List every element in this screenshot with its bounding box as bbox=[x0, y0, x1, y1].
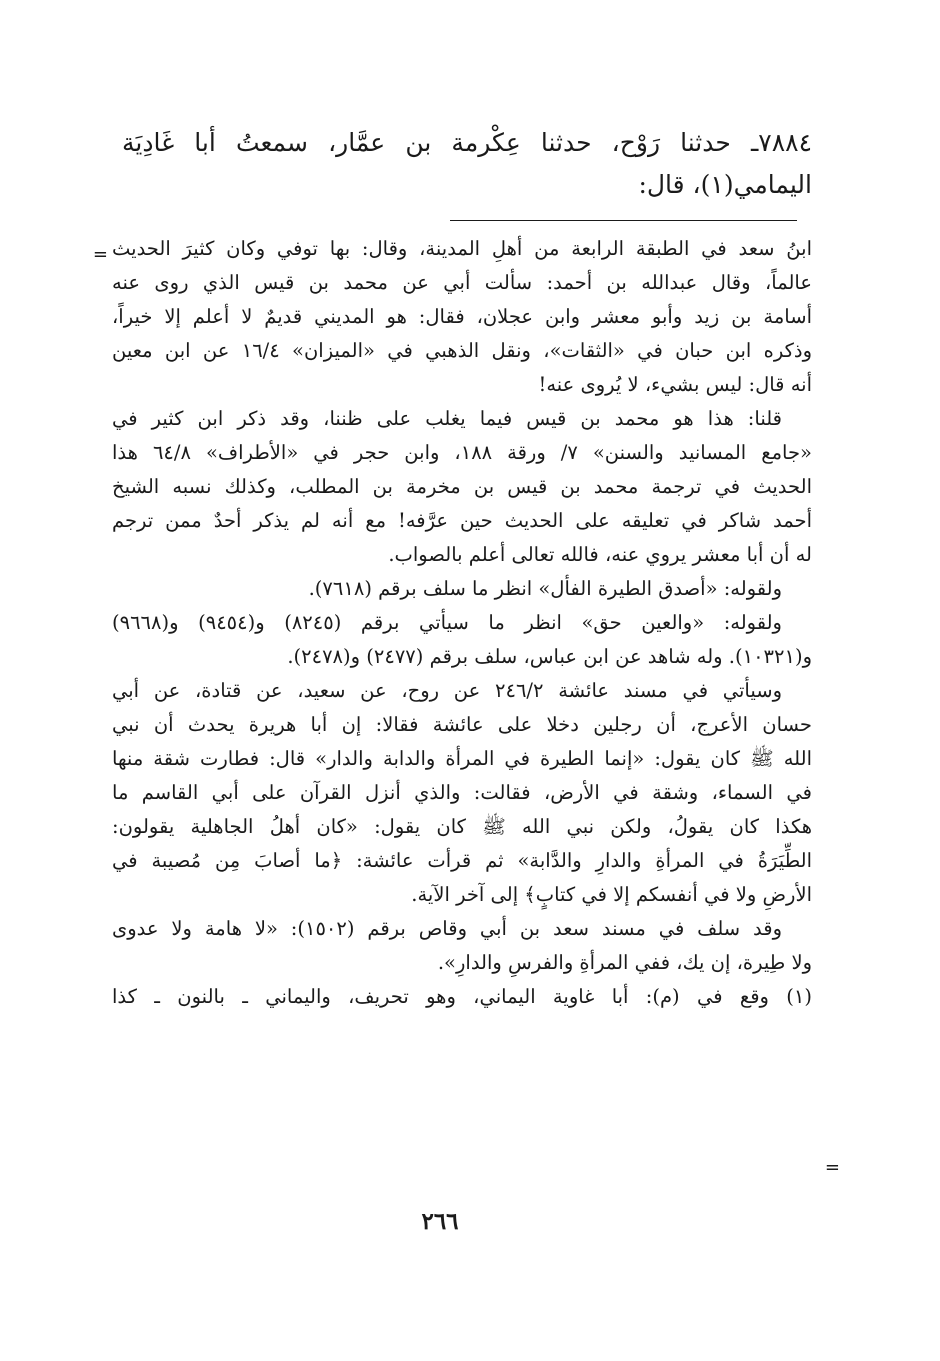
footnote-separator bbox=[450, 220, 797, 221]
footnote-line: أحمد شاكر في تعليقه على الحديث حين عرَّفه! مع أنه لم يذكر أحدٌ ممن ترجم bbox=[112, 509, 812, 532]
page-number: ٢٦٦ bbox=[421, 1208, 459, 1235]
footnote-line: ولقوله: «والعين حق» انظر ما سيأتي برقم (٨٢٤٥) و(٩٤٥٤) و(٩٦٦٨) bbox=[112, 611, 782, 634]
footnote-line: أنه قال: ليس بشيء، لا يُروى عنه! bbox=[538, 373, 812, 396]
footnote-line: «جامع المسانيد والسنن» ٧/ ورقة ١٨٨، وابن حجر في «الأطراف» ٦٤/٨ هذا bbox=[112, 441, 812, 464]
footnote-line: الطِّيَرَةُ في المرأةِ والدارِ والدَّابة» ثم قرأت عائشة: ﴿ما أصابَ مِن مُصيبة في bbox=[112, 849, 812, 872]
footnote-line: ابنُ سعد في الطبقة الرابعة من أهلِ المدينة، وقال: بها توفي وكان كثيرَ الحديث bbox=[112, 237, 812, 260]
continuation-mark: = bbox=[92, 244, 108, 265]
footnote-line: ولا طِيرة، إن يك، ففي المرأةِ والفرسِ والدارِ». bbox=[437, 951, 812, 974]
footnote-line: و(١٠٣٢١). وله شاهد عن ابن عباس، سلف برقم (٢٤٧٧) و(٢٤٧٨). bbox=[287, 645, 812, 668]
hadith-text bbox=[122, 122, 812, 206]
footnote-line: وسيأتي في مسند عائشة ٢٤٦/٢ عن روح، عن سعيد، عن قتادة، عن أبي bbox=[112, 679, 782, 702]
continuation-mark: = bbox=[824, 1157, 840, 1178]
footnote-line: هكذا كان يقولُ، ولكن نبي الله ﷺ كان يقول: «كان أهلُ الجاهلية يقولون: bbox=[112, 815, 812, 838]
footnote-line: الأرضِ ولا في أنفسكم إلا في كتابٍ﴾ إلى آخر الآية. bbox=[411, 883, 812, 906]
footnote-line: وقد سلف في مسند سعد بن أبي وقاص برقم (١٥٠٢): «لا هامة ولا عدوى bbox=[112, 917, 782, 940]
footnote-line: قلنا: هذا هو محمد بن قيس فيما يغلب على ظننا، وقد ذكر ابن كثير في bbox=[112, 407, 782, 430]
footnote-line: الله ﷺ كان يقول: «إنما الطيرة في المرأة والدابة والدار» قال: فطارت شقة منها bbox=[112, 747, 812, 770]
footnotes bbox=[112, 232, 812, 1014]
footnote-line: أسامة بن زيد وأبو معشر وابن عجلان، فقال: هو المديني قديمٌ لا أعلم إلا خيراً، bbox=[112, 305, 812, 328]
hadith-line: اليمامي(١)، قال: bbox=[638, 170, 812, 199]
footnote-line: عالماً، وقال عبدالله بن أحمد: سألت أبي عن محمد بن قيس الذي روى عنه bbox=[112, 271, 812, 294]
footnote-line: في السماء، وشقة في الأرض، فقالت: والذي أنزل القرآن على أبي القاسم ما bbox=[112, 781, 812, 804]
footnote-line: (١) وقع في (م): أبا غاوية اليماني، وهو تحريف، واليماني ـ بالنون ـ كذا bbox=[112, 985, 812, 1008]
footnote-line: ولقوله: «أصدق الطيرة الفأل» انظر ما سلف برقم (٧٦١٨). bbox=[308, 577, 782, 600]
footnote-line: الحديث في ترجمة محمد بن قيس بن مخرمة بن المطلب، وكذلك نسبه الشيخ bbox=[112, 475, 812, 498]
footnote-line: وذكره ابن حبان في «الثقات»، ونقل الذهبي في «الميزان» ١٦/٤ عن ابن معين bbox=[112, 339, 812, 362]
hadith-line: ٧٨٨٤ـ حدثنا رَوْح، حدثنا عِكْرمة بن عمَّار، سمعتُ أبا غَادِيَة bbox=[122, 128, 812, 157]
footnote-line: حسان الأعرج، أن رجلين دخلا على عائشة فقالا: إن أبا هريرة يحدث أن نبي bbox=[112, 713, 812, 736]
footnote-line: له أن أبا معشر يروي عنه، فالله تعالى أعلم بالصواب. bbox=[388, 543, 812, 566]
